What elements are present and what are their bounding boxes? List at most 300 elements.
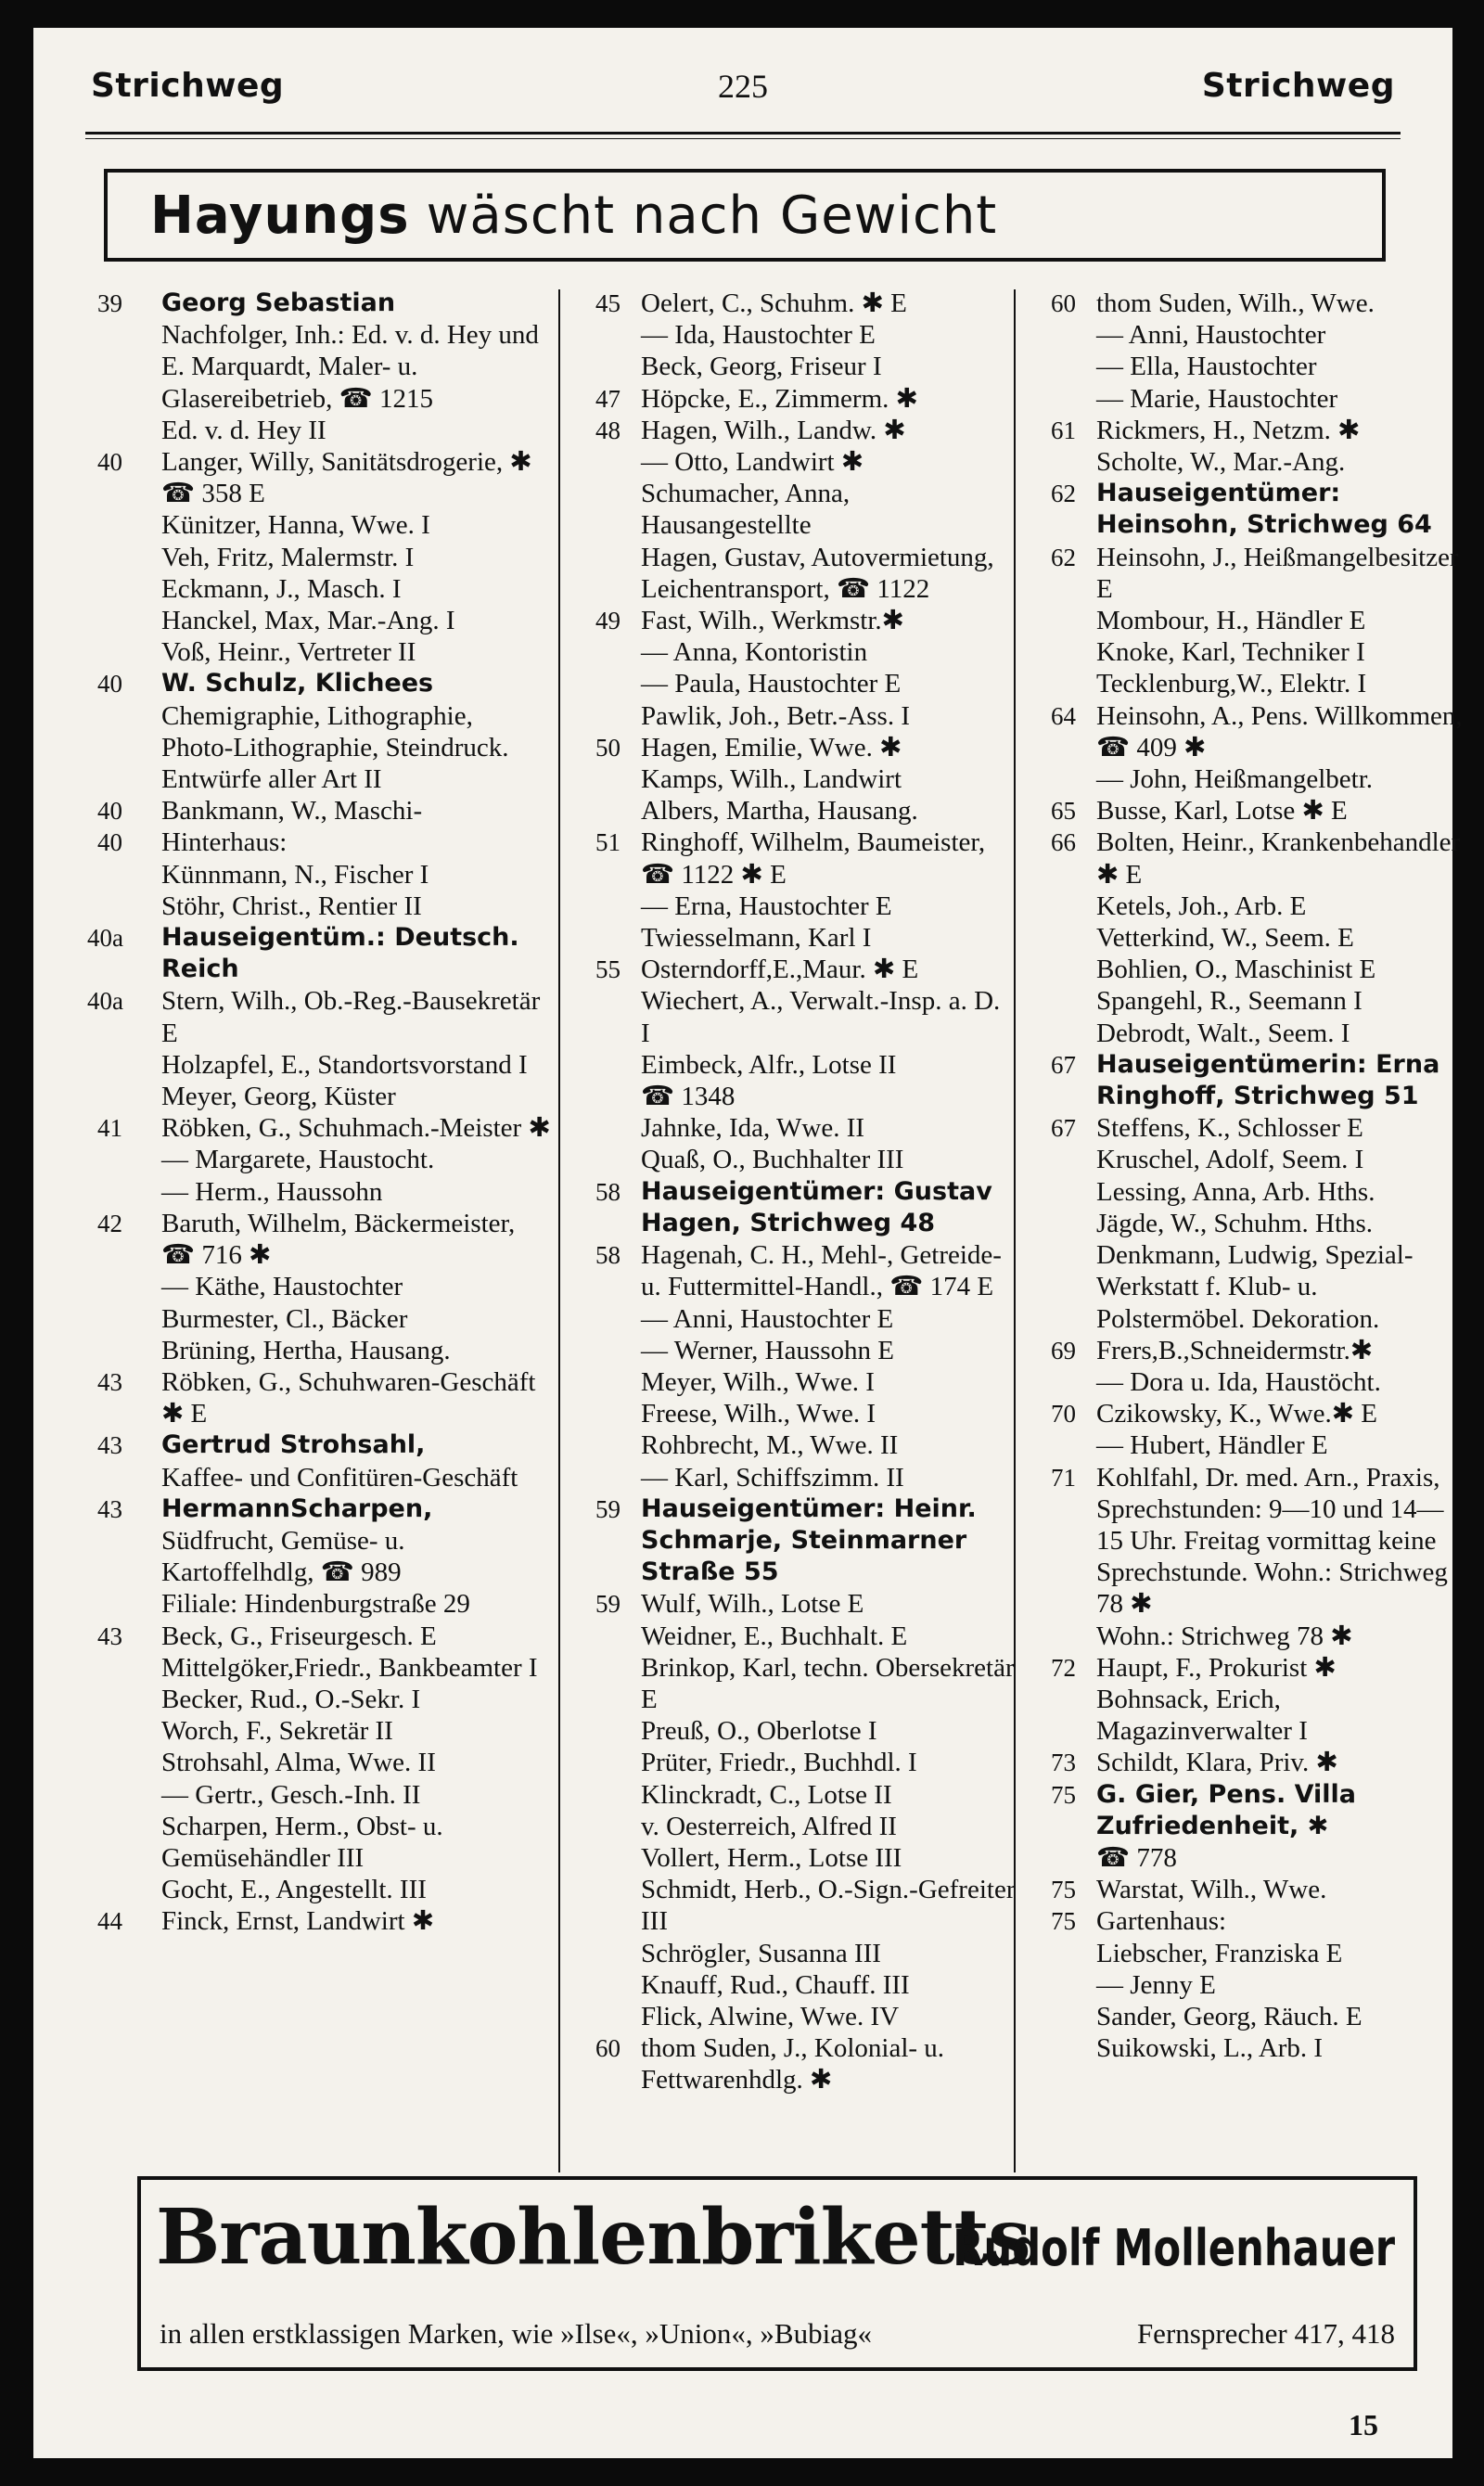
house-number: 47 <box>595 384 620 413</box>
directory-page <box>33 28 1463 2458</box>
entry-line: Rohbrecht, M., Wwe. II <box>641 1430 899 1461</box>
directory-entry <box>567 1588 1016 1620</box>
directory-entry <box>1022 1874 1466 1905</box>
directory-entry <box>567 700 1016 732</box>
column-1 <box>87 288 551 1938</box>
entry-line: — Anni, Haustochter <box>1096 320 1326 351</box>
top-advertisement <box>104 169 1386 262</box>
entry-line: Debrodt, Walt., Seem. I <box>1096 1018 1350 1048</box>
entry-line: Hauseigentüm.: Deutsch. Reich <box>161 923 519 984</box>
entry-line: Osterndorff,E.,Maur. ✱ E <box>641 955 919 985</box>
house-number: 40 <box>97 797 122 826</box>
directory-entry <box>567 1938 1016 1969</box>
entry-line: Liebscher, Franziska E <box>1096 1938 1343 1968</box>
entry-line: Stern, Wilh., Ob.-Reg.-Bausekretär E <box>161 986 541 1048</box>
directory-entry <box>1022 1969 1466 2001</box>
entry-line: Röbken, G., Schuhwaren-Geschäft ✱ E <box>161 1366 536 1429</box>
house-number: 45 <box>595 289 620 317</box>
bottom-ad-headline: Braunkohlenbriketts <box>156 2193 1030 2282</box>
directory-entry <box>87 1303 551 1335</box>
directory-entry <box>567 288 1016 319</box>
directory-entry <box>87 827 551 858</box>
entry-line: Knoke, Karl, Techniker I <box>1096 637 1365 668</box>
directory-entry <box>87 1905 551 1937</box>
entry-line: Frers,B.,Schneidermstr.✱ <box>1096 1335 1374 1365</box>
entry-line: Röbken, G., Schuhmach.-Meister ✱ <box>161 1113 551 1144</box>
entry-line: Burmester, Cl., Bäcker <box>161 1303 408 1334</box>
directory-entry <box>567 1747 1016 1778</box>
directory-entry <box>567 1398 1016 1429</box>
directory-entry <box>567 1144 1016 1175</box>
entry-line: ☎ 1348 <box>641 1082 736 1112</box>
entry-line: Strohsahl, Alma, Wwe. II <box>161 1748 436 1778</box>
entry-line: Künitzer, Hanna, Wwe. I <box>161 510 430 541</box>
directory-entry <box>1022 605 1466 636</box>
directory-entry <box>1022 700 1466 763</box>
directory-entry <box>1022 288 1466 319</box>
directory-entry <box>1022 1398 1466 1429</box>
house-number: 43 <box>97 1431 122 1460</box>
entry-line: Bohnsack, Erich, Magazinverwalter I <box>1096 1684 1308 1747</box>
directory-entry <box>567 1303 1016 1335</box>
entry-line: Holzapfel, E., Standortsvorstand I <box>161 1049 528 1080</box>
entry-line: Mittelgöker,Friedr., Bankbeamter I <box>161 1652 538 1683</box>
house-number: 73 <box>1051 1749 1076 1777</box>
entry-line: — Anni, Haustochter E <box>641 1303 894 1334</box>
directory-entry <box>87 1112 551 1144</box>
directory-entry <box>567 1842 1016 1874</box>
directory-entry <box>1022 1366 1466 1398</box>
entry-line: Schrögler, Susanna III <box>641 1938 881 1968</box>
house-number: 40 <box>97 670 122 698</box>
house-number: 58 <box>595 1241 620 1270</box>
entry-line: Ringhoff, Wilhelm, Baumeister, ☎ 1122 ✱ E <box>641 827 986 890</box>
directory-entry <box>567 922 1016 954</box>
entry-line: — Herm., Haussohn <box>161 1176 383 1207</box>
directory-entry <box>87 509 551 541</box>
entry-line: Preuß, O., Oberlotse I <box>641 1716 877 1747</box>
directory-entry <box>1022 2032 1466 2064</box>
directory-entry <box>1022 1208 1466 1239</box>
bottom-advertisement <box>137 2176 1417 2371</box>
entry-line: Filiale: Hindenburgstraße 29 <box>161 1589 470 1620</box>
directory-entry <box>1022 1684 1466 1747</box>
entry-line: — Otto, Landwirt ✱ <box>641 447 864 478</box>
running-header <box>91 67 1395 109</box>
house-number: 75 <box>1051 1780 1076 1809</box>
directory-entry <box>87 1144 551 1175</box>
entry-line: Stöhr, Christ., Rentier II <box>161 891 422 921</box>
entry-line: Beck, G., Friseurgesch. E <box>161 1621 437 1651</box>
directory-entry <box>1022 542 1466 605</box>
entry-line: Denkmann, Ludwig, Spezial-Werkstatt f. Klub- u. Polstermöbel. Dekoration. <box>1096 1240 1414 1334</box>
directory-entry <box>1022 319 1466 351</box>
entry-line: Voß, Heinr., Vertreter II <box>161 637 416 668</box>
entry-line: — Ella, Haustochter <box>1096 352 1317 382</box>
entry-line: Schumacher, Anna, Hausangestellte <box>641 479 851 541</box>
directory-entry <box>567 1621 1016 1652</box>
entry-line: Eckmann, J., Masch. I <box>161 573 402 604</box>
house-number: 71 <box>1051 1463 1076 1492</box>
entry-line: Prüter, Friedr., Buchhdl. I <box>641 1748 917 1778</box>
entry-line: Gartenhaus: <box>1096 1906 1227 1937</box>
directory-entry <box>1022 922 1466 954</box>
house-number: 44 <box>97 1907 122 1936</box>
house-number: 43 <box>97 1494 122 1523</box>
entry-line: — Hubert, Händler E <box>1096 1430 1328 1461</box>
entry-line: — Paula, Haustochter E <box>641 669 902 699</box>
house-number: 40a <box>87 987 123 1016</box>
directory-entry <box>567 383 1016 415</box>
entry-line: Hagen, Gustav, Autovermietung, Leichentransport, ☎ 1122 <box>641 542 994 604</box>
house-number: 59 <box>595 1590 620 1619</box>
house-number: 67 <box>1051 1114 1076 1143</box>
entry-line: — Anna, Kontoristin <box>641 637 868 668</box>
header-street-left: Strichweg <box>91 67 285 105</box>
entry-line: Klinckradt, C., Lotse II <box>641 1779 892 1810</box>
entry-line: Georg Sebastian <box>161 288 396 317</box>
house-number: 62 <box>1051 480 1076 508</box>
entry-line: Freese, Wilh., Wwe. I <box>641 1399 876 1429</box>
directory-entry <box>567 636 1016 668</box>
entry-line: Becker, Rud., O.-Sekr. I <box>161 1684 421 1714</box>
entry-line: W. Schulz, Klichees <box>161 669 434 698</box>
entry-line: Eimbeck, Alfr., Lotse II <box>641 1049 897 1080</box>
page-number: 225 <box>718 68 768 105</box>
directory-entry <box>1022 478 1466 541</box>
entry-line: Czikowsky, K., Wwe.✱ E <box>1096 1399 1377 1429</box>
entry-line: Brinkop, Karl, techn. Obersekretär E <box>641 1652 1015 1714</box>
directory-entry <box>567 1366 1016 1398</box>
directory-entry <box>87 1874 551 1905</box>
directory-entry <box>567 1874 1016 1937</box>
entry-line: Meyer, Wilh., Wwe. I <box>641 1366 875 1397</box>
directory-entry <box>87 1049 551 1081</box>
directory-entry <box>567 1112 1016 1144</box>
entry-line: thom Suden, Wilh., Wwe. <box>1096 288 1375 318</box>
entry-line: Hauseigentümer: Gustav Hagen, Strichweg 48 <box>641 1176 992 1237</box>
directory-entry <box>1022 1652 1466 1684</box>
directory-entry <box>567 1779 1016 1811</box>
entry-line: Hagen, Wilh., Landw. ✱ <box>641 415 906 445</box>
entry-line: ☎ 778 <box>1096 1842 1177 1873</box>
house-number: 75 <box>1051 1876 1076 1904</box>
house-number: 58 <box>595 1177 620 1206</box>
directory-entry <box>87 446 551 509</box>
directory-entry <box>87 288 551 446</box>
entry-line: — Margarete, Haustocht. <box>161 1145 435 1175</box>
house-number: 43 <box>97 1367 122 1396</box>
entry-line: Kruschel, Adolf, Seem. I <box>1096 1145 1364 1175</box>
entry-line: — Jenny E <box>1096 1969 1216 2000</box>
directory-entry <box>87 1779 551 1811</box>
directory-entry <box>87 1715 551 1747</box>
header-rule <box>85 132 1401 135</box>
house-number: 61 <box>1051 416 1076 444</box>
entry-line: Steffens, K., Schlosser E <box>1096 1113 1363 1144</box>
house-number: 49 <box>595 607 620 635</box>
entry-line: Scharpen, Herm., Obst- u. Gemüsehändler III <box>161 1811 443 1873</box>
entry-line: Chemigraphie, Lithographie, Photo-Lithographie, Steindruck. Entwürfe aller Art II <box>161 700 509 795</box>
directory-entry <box>567 763 1016 795</box>
entry-line: — Karl, Schiffszimm. II <box>641 1462 904 1493</box>
entry-line: Heinsohn, A., Pens. Willkommen, ☎ 409 ✱ <box>1096 700 1463 762</box>
header-street-right: Strichweg <box>1201 67 1395 105</box>
entry-line: Hagen, Emilie, Wwe. ✱ <box>641 732 902 762</box>
directory-entry <box>567 415 1016 446</box>
directory-entry <box>1022 415 1466 446</box>
directory-entry <box>567 1429 1016 1461</box>
directory-entry <box>87 1429 551 1493</box>
house-number: 60 <box>595 2034 620 2063</box>
bottom-ad-firm: Rudolf Mollenhauer <box>953 2219 1395 2277</box>
directory-entry <box>87 1652 551 1684</box>
directory-entry <box>567 319 1016 351</box>
directory-entry <box>87 636 551 668</box>
entry-line: Kamps, Wilh., Landwirt <box>641 764 902 795</box>
house-number: 50 <box>595 733 620 762</box>
house-number: 55 <box>595 955 620 984</box>
directory-entry <box>1022 2001 1466 2032</box>
directory-entry <box>87 668 551 795</box>
house-number: 41 <box>97 1114 122 1143</box>
directory-entry <box>567 1462 1016 1493</box>
directory-entry <box>1022 1239 1466 1335</box>
entry-line: — Gertr., Gesch.-Inh. II <box>161 1779 421 1810</box>
directory-entry <box>1022 351 1466 382</box>
directory-entry <box>1022 1144 1466 1175</box>
directory-entry <box>87 1621 551 1652</box>
house-number: 43 <box>97 1621 122 1650</box>
entry-line: Hauseigentümer: Heinr. Schmarje, Steinmarner Straße 55 <box>641 1493 977 1587</box>
directory-entry <box>87 573 551 605</box>
directory-entry <box>87 1366 551 1429</box>
directory-entry <box>87 1747 551 1778</box>
directory-entry <box>567 1652 1016 1715</box>
directory-entry <box>87 795 551 827</box>
entry-line: Gertrud Strohsahl, <box>161 1430 426 1460</box>
entry-line: Pawlik, Joh., Betr.-Ass. I <box>641 700 910 731</box>
house-number: 39 <box>97 289 122 317</box>
directory-entry <box>567 1493 1016 1589</box>
directory-entry <box>567 795 1016 827</box>
entry-line: Kaffee- und Confitüren-Geschäft <box>161 1462 518 1493</box>
entry-line: Vollert, Herm., Lotse III <box>641 1842 902 1873</box>
directory-entry <box>1022 985 1466 1017</box>
entry-line: Kohlfahl, Dr. med. Arn., Praxis, Sprechstunden: 9—10 und 14—15 Uhr. Freitag vormittag keine Sprechstunde. Wohn.: Strichweg 78 ✱ <box>1096 1462 1448 1620</box>
house-number: 60 <box>1051 289 1076 317</box>
directory-entry <box>1022 1018 1466 1049</box>
entry-line: Bankmann, W., Maschi- <box>161 796 423 827</box>
directory-entry <box>1022 1938 1466 1969</box>
directory-entry <box>1022 1462 1466 1652</box>
entry-line: — Erna, Haustochter E <box>641 891 892 921</box>
house-number: 67 <box>1051 1050 1076 1079</box>
directory-entry <box>567 668 1016 699</box>
directory-entry <box>567 1049 1016 1112</box>
entry-line: Worch, F., Sekretär II <box>161 1716 393 1747</box>
entry-line: Höpcke, E., Zimmerm. ✱ <box>641 383 918 414</box>
entry-line: Schmidt, Herb., O.-Sign.-Gefreiter III <box>641 1875 1016 1937</box>
house-number: 70 <box>1051 1400 1076 1429</box>
directory-entry <box>1022 1429 1466 1461</box>
entry-line: G. Gier, Pens. Villa Zufriedenheit, ✱ <box>1096 1779 1357 1840</box>
directory-entry <box>567 542 1016 605</box>
entry-line: Wiechert, A., Verwalt.-Insp. a. D. I <box>641 986 1001 1048</box>
entry-line: Mombour, H., Händler E <box>1096 606 1366 636</box>
house-number: 42 <box>97 1209 122 1237</box>
entry-line: Wulf, Wilh., Lotse E <box>641 1589 864 1620</box>
directory-entry <box>87 1208 551 1271</box>
entry-line: Künnmann, N., Fischer I <box>161 859 429 890</box>
directory-entry <box>567 351 1016 382</box>
entry-line: Bolten, Heinr., Krankenbehandler ✱ E <box>1096 827 1461 890</box>
directory-entry <box>87 1493 551 1621</box>
house-number: 66 <box>1051 828 1076 857</box>
entry-line: Bohlien, O., Maschinist E <box>1096 955 1376 985</box>
entry-line: Meyer, Georg, Küster <box>161 1082 396 1112</box>
sheet-number: 15 <box>1349 2408 1378 2441</box>
directory-entry <box>1022 383 1466 415</box>
entry-line: — Dora u. Ida, Haustöcht. <box>1096 1366 1381 1397</box>
entry-line: Hanckel, Max, Mar.-Ang. I <box>161 606 455 636</box>
house-number: 40 <box>97 448 122 477</box>
directory-entry <box>1022 636 1466 668</box>
entry-line: Ed. v. d. Hey II <box>161 415 326 445</box>
directory-entry <box>567 2001 1016 2032</box>
directory-entry <box>87 1176 551 1208</box>
entry-line: Vetterkind, W., Seem. E <box>1096 923 1354 954</box>
column-divider <box>558 289 560 2172</box>
entry-line: Oelert, C., Schuhm. ✱ E <box>641 288 907 318</box>
directory-entry <box>1022 1176 1466 1208</box>
entry-line: Tecklenburg,W., Elektr. I <box>1096 669 1367 699</box>
directory-entry <box>567 1715 1016 1747</box>
directory-entry <box>567 1335 1016 1366</box>
house-number: 62 <box>1051 543 1076 571</box>
directory-entry <box>567 2032 1016 2095</box>
directory-entry <box>567 446 1016 478</box>
entry-line: Jahnke, Ida, Wwe. II <box>641 1113 865 1144</box>
entry-line: Nachfolger, Inh.: Ed. v. d. Hey und E. Marquardt, Maler- u. Glasereibetrieb, ☎ 1215 <box>161 320 539 414</box>
entry-line: Albers, Martha, Hausang. <box>641 796 918 827</box>
entry-line: Spangehl, R., Seemann I <box>1096 986 1362 1017</box>
house-number: 75 <box>1051 1907 1076 1936</box>
top-ad-brand: Hayungs <box>150 185 410 246</box>
directory-entry <box>567 1176 1016 1239</box>
directory-entry <box>567 891 1016 922</box>
house-number: 40 <box>97 828 122 857</box>
directory-entry <box>87 1811 551 1874</box>
house-number: 51 <box>595 828 620 857</box>
directory-entry <box>1022 763 1466 795</box>
directory-entry <box>1022 1747 1466 1778</box>
entry-line: Busse, Karl, Lotse ✱ E <box>1096 796 1348 827</box>
entry-line: Jägde, W., Schuhm. Hths. <box>1096 1208 1374 1238</box>
entry-line: Fast, Wilh., Werkmstr.✱ <box>641 606 904 636</box>
entry-line: Baruth, Wilhelm, Bäckermeister, ☎ 716 ✱ <box>161 1208 516 1271</box>
house-number: 64 <box>1051 701 1076 730</box>
directory-entry <box>567 732 1016 763</box>
house-number: 69 <box>1051 1336 1076 1365</box>
entry-line: — Ida, Haustochter E <box>641 320 876 351</box>
directory-entry <box>1022 1112 1466 1144</box>
bottom-ad-tagline: in allen erstklassigen Marken, wie »Ilse«, »Union«, »Bubiag« <box>160 2317 872 2350</box>
directory-entry <box>1022 1049 1466 1112</box>
entry-line: Twiesselmann, Karl I <box>641 923 872 954</box>
entry-line: Brüning, Hertha, Hausang. <box>161 1335 451 1365</box>
entry-line: Suikowski, L., Arb. I <box>1096 2033 1324 2064</box>
entry-line: Wohn.: Strichweg 78 ✱ <box>1096 1621 1353 1651</box>
entry-line: Rickmers, H., Netzm. ✱ <box>1096 415 1361 445</box>
entry-line: Beck, Georg, Friseur I <box>641 352 882 382</box>
directory-entry <box>87 1271 551 1302</box>
directory-entry <box>1022 446 1466 478</box>
directory-entry <box>87 1081 551 1112</box>
entry-line: Südfrucht, Gemüse- u. Kartoffelhdlg, ☎ 989 <box>161 1525 405 1588</box>
entry-line: Quaß, O., Buchhalter III <box>641 1145 904 1175</box>
entry-line: Knauff, Rud., Chauff. III <box>641 1969 910 2000</box>
entry-line: — Werner, Haussohn E <box>641 1335 895 1365</box>
entry-line: v. Oesterreich, Alfred II <box>641 1811 897 1841</box>
column-3 <box>1022 288 1466 2064</box>
directory-entry <box>567 1969 1016 2001</box>
directory-entry <box>1022 827 1466 890</box>
directory-entry <box>87 542 551 573</box>
entry-line: Warstat, Wilh., Wwe. <box>1096 1875 1327 1905</box>
directory-entry <box>1022 795 1466 827</box>
house-number: 40a <box>87 924 123 953</box>
directory-entry <box>87 1335 551 1366</box>
directory-entry <box>87 922 551 985</box>
entry-line: Schildt, Klara, Priv. ✱ <box>1096 1748 1338 1778</box>
directory-entry <box>1022 954 1466 985</box>
bottom-ad-phone: Fernsprecher 417, 418 <box>1136 2317 1395 2350</box>
directory-entry <box>87 859 551 891</box>
header-rule-thin <box>85 138 1401 139</box>
directory-entry <box>567 985 1016 1048</box>
entry-line: Hagenah, C. H., Mehl-, Getreide- u. Futtermittel-Handl., ☎ 174 E <box>641 1240 1002 1302</box>
entry-line: Haupt, F., Prokurist ✱ <box>1096 1652 1337 1683</box>
directory-entry <box>87 891 551 922</box>
entry-line: Scholte, W., Mar.-Ang. <box>1096 447 1346 478</box>
house-number: 48 <box>595 416 620 444</box>
entry-line: Hauseigentümer: Heinsohn, Strichweg 64 <box>1096 479 1432 540</box>
directory-entry <box>87 1684 551 1715</box>
bottom-ad-footer <box>160 2317 1395 2351</box>
entry-line: Lessing, Anna, Arb. Hths. <box>1096 1176 1375 1207</box>
entry-line: Finck, Ernst, Landwirt ✱ <box>161 1906 435 1937</box>
house-number: 59 <box>595 1494 620 1523</box>
directory-entry <box>567 605 1016 636</box>
entry-line: thom Suden, J., Kolonial- u. Fettwarenhdlg. ✱ <box>641 2033 945 2095</box>
entry-line: Heinsohn, J., Heißmangelbesitzer E <box>1096 542 1459 604</box>
entry-line: Veh, Fritz, Malermstr. I <box>161 542 415 572</box>
entry-line: Langer, Willy, Sanitätsdrogerie, ✱ ☎ 358 E <box>161 447 532 509</box>
entry-line: Hinterhaus: <box>161 827 288 858</box>
directory-entry <box>567 478 1016 541</box>
top-ad-text: wäscht nach Gewicht <box>426 185 998 246</box>
house-number: 72 <box>1051 1653 1076 1682</box>
house-number: 65 <box>1051 797 1076 826</box>
entry-line: — John, Heißmangelbetr. <box>1096 764 1374 795</box>
entry-line: Sander, Georg, Räuch. E <box>1096 2001 1362 2031</box>
directory-entry <box>567 954 1016 985</box>
directory-entry <box>87 985 551 1048</box>
entry-line: — Käthe, Haustochter <box>161 1272 403 1302</box>
column-2 <box>567 288 1016 2096</box>
entry-line: HermannScharpen, <box>161 1493 433 1523</box>
